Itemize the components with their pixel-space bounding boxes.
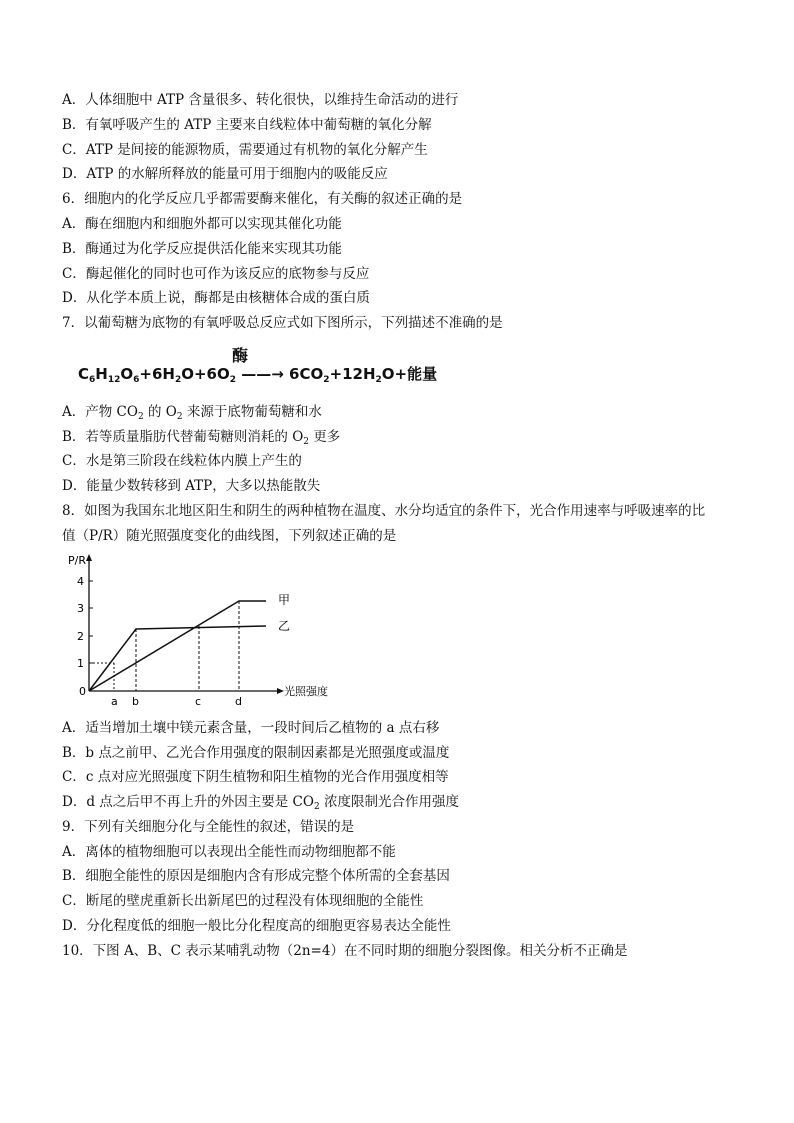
q8-stem-line2: 值（P/R）随光照强度变化的曲线图，下列叙述正确的是	[62, 528, 397, 544]
equation-enzyme-label: 酶	[232, 346, 249, 365]
q9-option-b: B．细胞全能性的原因是细胞内含有形成完整个体所需的全套基因	[62, 868, 450, 884]
q7-stem: 7．以葡萄糖为底物的有氧呼吸总反应式如下图所示，下列描述不准确的是	[62, 315, 503, 331]
y-tick-label-2: 2	[77, 630, 84, 643]
q7-option-d: D．能量少数转移到 ATP，大多以热能散失	[62, 478, 321, 494]
pr-light-graph	[60, 550, 360, 712]
q8-option-b: B．b 点之前甲、乙光合作用强度的限制因素都是光照强度或温度	[62, 745, 450, 761]
q9-option-d: D．分化程度低的细胞一般比分化程度高的细胞更容易表达全能性	[62, 918, 451, 934]
q5-option-d: D．ATP 的水解所释放的能量可用于细胞内的吸能反应	[62, 166, 388, 182]
q8-option-d: D．d 点之后甲不再上升的外因主要是 $CO_2$ 浓度限制光合作用强度	[62, 794, 459, 812]
q9-option-c: C．断尾的壁虎重新长出新尾巴的过程没有体现细胞的全能性	[62, 893, 424, 909]
y-axis-label: P/R	[68, 554, 86, 567]
q6-option-a: A．酶在细胞内和细胞外都可以实现其催化功能	[62, 216, 342, 232]
y-tick-label-1: 1	[77, 657, 84, 670]
q5-option-a: A．人体细胞中 ATP 含量很多、转化很快，以维持生命活动的进行	[62, 92, 459, 108]
respiration-equation	[78, 345, 438, 385]
q8-option-c: C．c 点对应光照强度下阴生植物和阳生植物的光合作用强度相等	[62, 769, 449, 785]
q6-stem: 6．细胞内的化学反应几乎都需要酶来催化，有关酶的叙述正确的是	[62, 191, 463, 207]
curve-jia-label: 甲	[278, 593, 291, 607]
curve-yi-label: 乙	[278, 619, 291, 633]
x-axis-label: 光照强度	[284, 685, 328, 698]
q8-option-a: A．适当增加土壤中镁元素含量，一段时间后乙植物的 a 点右移	[62, 720, 440, 736]
q10-stem: 10．下图 A、B、C 表示某哺乳动物（2n=4）在不同时期的细胞分裂图像。相关分析不正确是	[62, 943, 628, 959]
x-point-d: d	[235, 695, 242, 708]
y-tick-label-3: 3	[77, 602, 84, 615]
x-point-b: b	[132, 695, 139, 708]
q7-option-c: C．水是第三阶段在线粒体内膜上产生的	[62, 453, 302, 469]
q7-option-a: A．产物 $CO_2$ 的 $O_2$ 来源于底物葡萄糖和水	[62, 404, 322, 422]
origin-label: 0	[79, 685, 86, 698]
q5-option-b: B．有氧呼吸产生的 ATP 主要来自线粒体中葡萄糖的氧化分解	[62, 117, 432, 133]
q9-stem: 9．下列有关细胞分化与全能性的叙述，错误的是	[62, 819, 355, 835]
q7-option-b: B．若等质量脂肪代替葡萄糖则消耗的 $O_2$ 更多	[62, 429, 341, 447]
q5-option-c: C．ATP 是间接的能源物质，需要通过有机物的氧化分解产生	[62, 142, 428, 158]
q9-option-a: A．离体的植物细胞可以表现出全能性而动物细胞都不能	[62, 844, 396, 860]
x-axis-arrow	[277, 688, 284, 694]
y-tick-label-4: 4	[77, 575, 84, 588]
q6-option-d: D．从化学本质上说，酶都是由核糖体合成的蛋白质	[62, 290, 370, 306]
x-point-a: a	[111, 695, 118, 708]
q6-option-b: B．酶通过为化学反应提供活化能来实现其功能	[62, 241, 342, 257]
x-point-c: c	[195, 695, 202, 708]
q8-stem-line1: 8．如图为我国东北地区阳生和阴生的两种植物在温度、水分均适宜的条件下，光合作用速率与呼吸速率的比	[62, 503, 706, 519]
equation-text: $C_6H_{12}O_6+6H_2O+6O_2$ ——→ $6CO_2+12H_2O+$能量	[78, 365, 438, 385]
q6-option-c: C．酶起催化的同时也可作为该反应的底物参与反应	[62, 266, 370, 282]
y-axis-arrow	[86, 554, 92, 561]
